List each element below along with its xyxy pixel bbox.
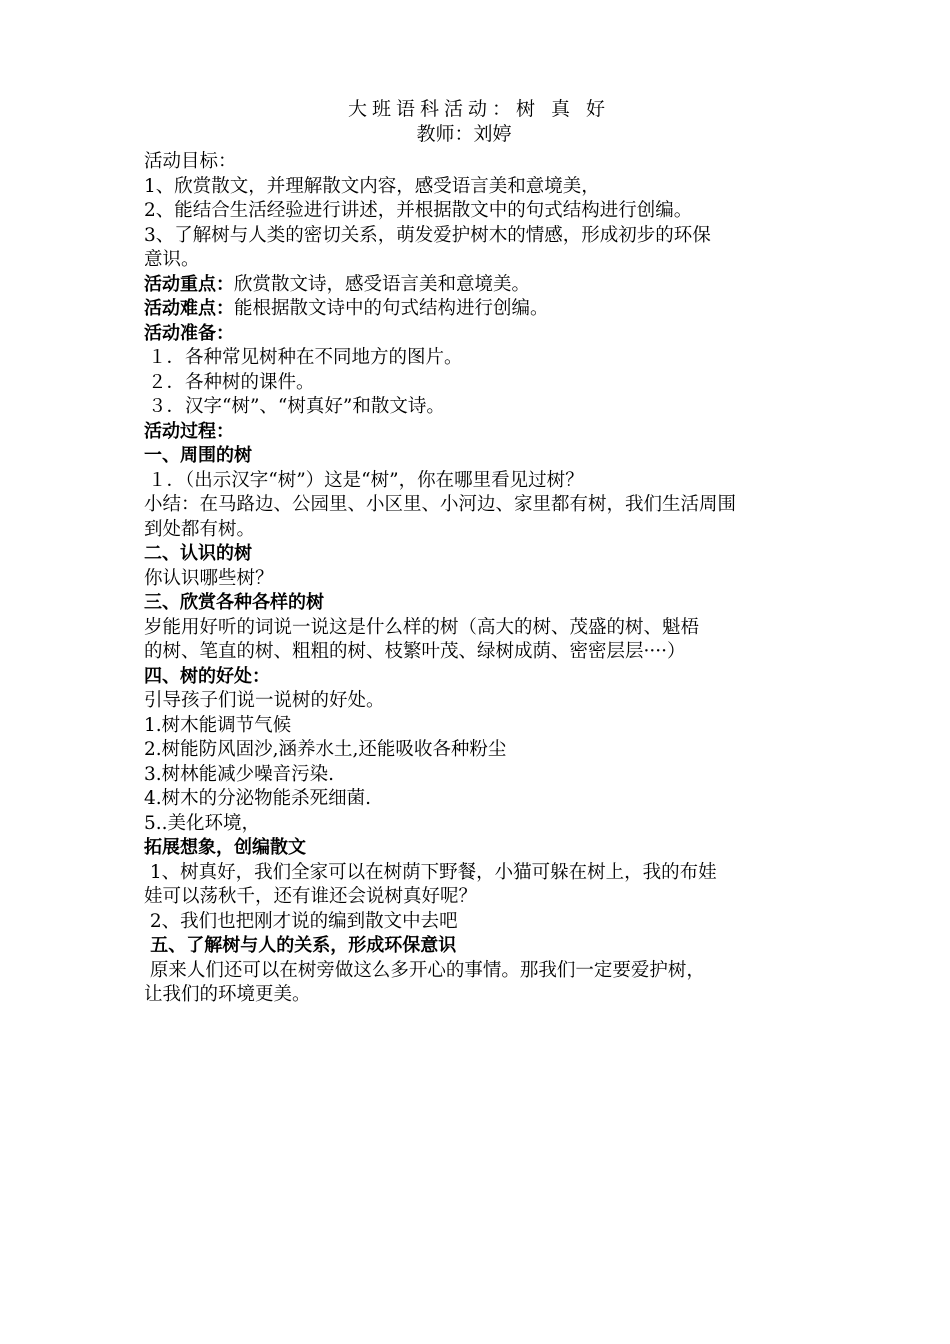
- goal-item: 1、欣赏散文，并理解散文内容，感受语言美和意境美，: [144, 175, 600, 197]
- section-2-heading: 二、认识的树: [144, 543, 252, 564]
- section-2-line: 你认识哪些树？: [144, 567, 274, 589]
- section-1-line: 小结：在马路边、公园里、小区里、小河边、家里都有树，我们生活周围: [144, 494, 737, 515]
- teacher-line: 教师：刘婷: [416, 123, 512, 145]
- section-4-heading: 四、树的好处：: [144, 665, 270, 687]
- extension-line: 1、树真好，我们全家可以在树荫下野餐，小猫可躲在树上，我的布娃: [144, 861, 717, 883]
- document-body: [144, 96, 814, 1008]
- prep-item: ２．各种树的课件。: [148, 371, 315, 393]
- process-heading: 活动过程：: [144, 420, 234, 442]
- section-5-line: 让我们的环境更美。: [144, 984, 311, 1005]
- difficulty-text: 能根据散文诗中的句式结构进行创编。: [234, 298, 549, 319]
- key-point-label: 活动重点：: [144, 273, 234, 295]
- section-4-line: 3.树林能减少噪音污染.: [144, 763, 335, 785]
- section-1-line: 到处都有树。: [144, 518, 256, 540]
- section-4-line: 2.树能防风固沙,涵养水土,还能吸收各种粉尘: [144, 739, 507, 760]
- section-1-heading: 一、周围的树: [144, 445, 252, 466]
- section-5-heading: 五、了解树与人的关系，形成环保意识: [144, 935, 457, 956]
- section-3-line: 的树、笔直的树、粗粗的树、枝繁叶茂、绿树成荫、密密层层····）: [144, 641, 686, 662]
- prep-heading: 活动准备：: [144, 322, 234, 344]
- difficulty-point: [144, 297, 814, 322]
- goals-heading: 活动目标：: [144, 151, 237, 172]
- extension-heading: 拓展想象，创编散文: [144, 837, 306, 858]
- prep-item: ３．汉字“树”、“树真好”和散文诗。: [148, 396, 445, 417]
- goal-item: 意识。: [144, 249, 200, 270]
- section-3-line: 岁能用好听的词说一说这是什么样的树（高大的树、茂盛的树、魁梧: [144, 616, 700, 638]
- key-point: [144, 273, 814, 298]
- prep-item: １．各种常见树种在不同地方的图片。: [148, 347, 463, 368]
- goal-item: 2、能结合生活经验进行讲述，并根据散文中的句式结构进行创编。: [144, 200, 693, 221]
- extension-line: 2、我们也把刚才说的编到散文中去吧: [144, 910, 458, 932]
- extension-line: 娃可以荡秋千，还有谁还会说树真好呢？: [144, 886, 478, 907]
- section-5-line: 原来人们还可以在树旁做这么多开心的事情。那我们一定要爱护树，: [144, 959, 705, 981]
- section-4-line: 5..美化环境，: [144, 812, 261, 834]
- section-4-line: 引导孩子们说一说树的好处。: [144, 690, 385, 711]
- section-4-line: 1.树木能调节气候: [144, 714, 292, 736]
- goal-item: 3、了解树与人类的密切关系，萌发爱护树木的情感，形成初步的环保: [144, 224, 711, 246]
- section-3-heading: 三、欣赏各种各样的树: [144, 592, 324, 613]
- section-4-line: 4.树木的分泌物能杀死细菌.: [144, 788, 372, 809]
- section-1-line: １．（出示汉字“树”）这是“树”，你在哪里看见过树？: [148, 469, 584, 491]
- document-title: 大班语科活动：树 真 好: [347, 98, 611, 120]
- key-point-text: 欣赏散文诗，感受语言美和意境美。: [234, 273, 531, 295]
- difficulty-label: 活动难点：: [144, 298, 234, 319]
